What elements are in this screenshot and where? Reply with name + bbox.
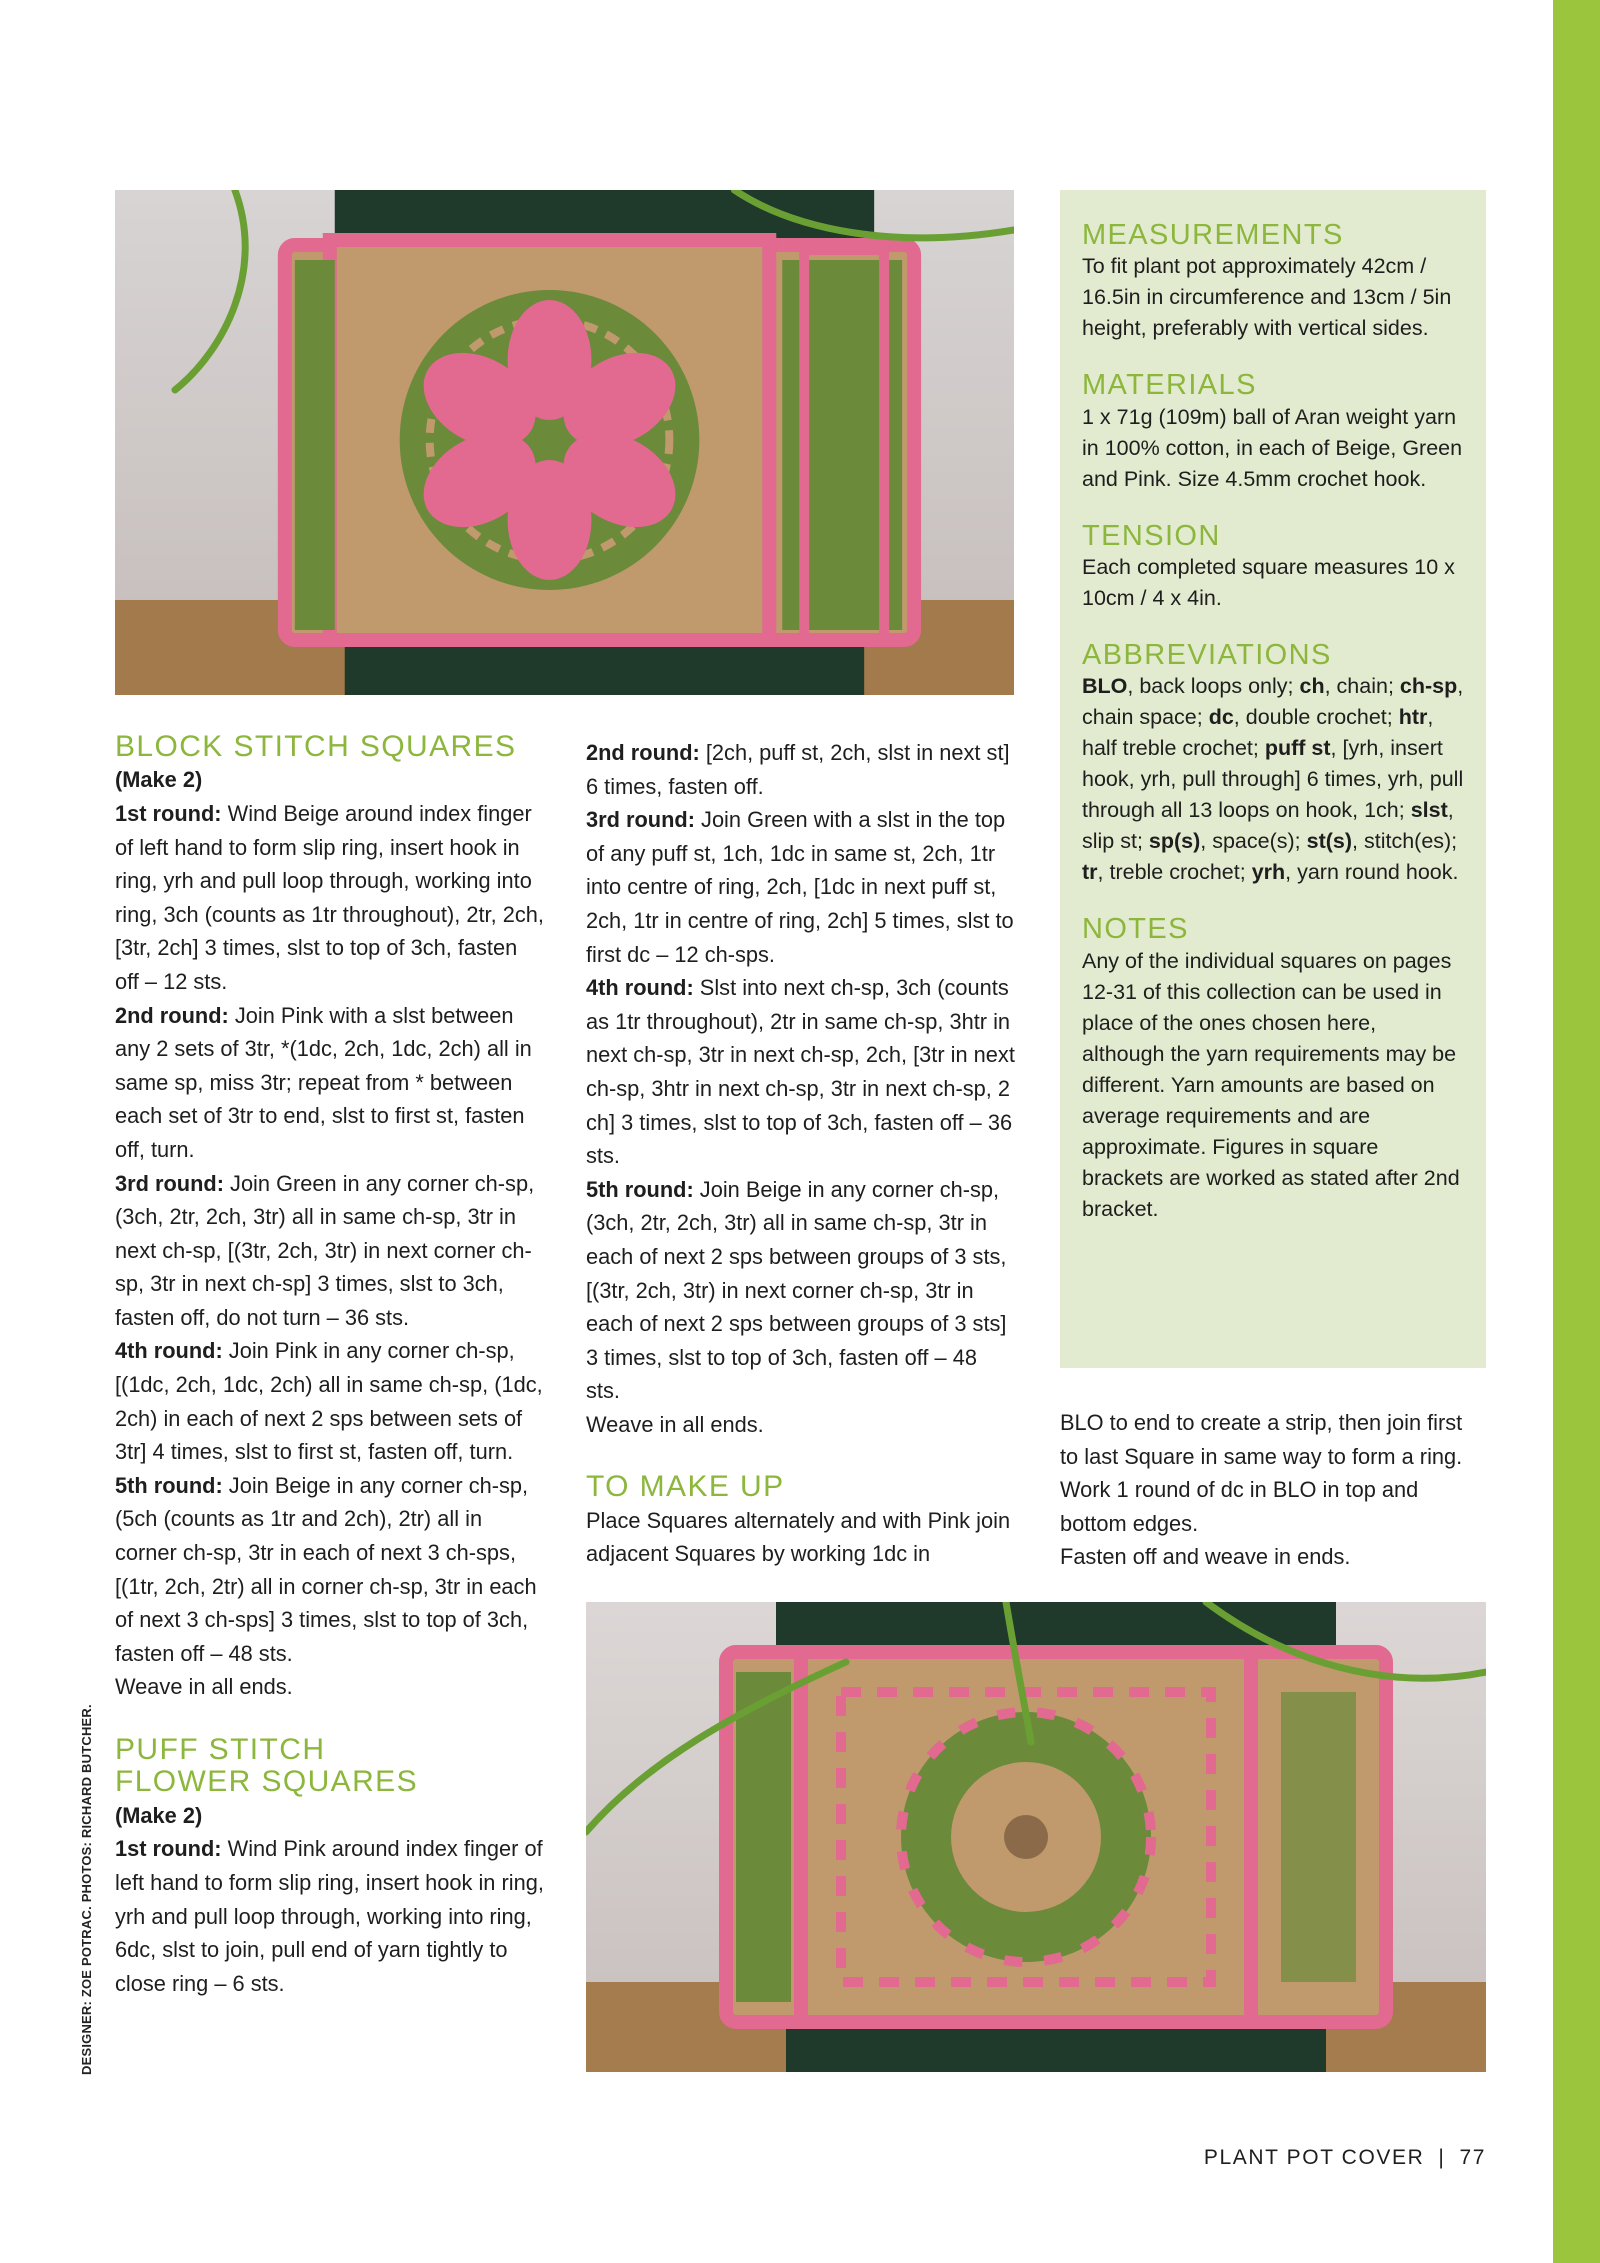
round-text: Wind Beige around index finger of left hand to form slip ring, insert hook in ring, yrh and pull loop through, working into ring, 3ch (counts as 1tr throughout), 2tr, 2ch, [3tr, 2ch] 3 times, slst to top of 3ch, fasten off – 12 sts. bbox=[115, 800, 544, 994]
puff-round-2 bbox=[586, 736, 1016, 803]
round-text: Join Green with a slst in the top of any puff st, 1ch, 1dc in same st, 2ch, 1tr into centre of ring, 2ch, [1dc in next puff st, 2ch, 1tr in centre of ring, 2ch] 5 times, slst to first dc – 12 ch-sps. bbox=[586, 807, 1014, 967]
puff-title-line2: FLOWER SQUARES bbox=[115, 1765, 418, 1799]
materials-title: MATERIALS bbox=[1082, 369, 1257, 402]
puff-title-line1: PUFF STITCH bbox=[115, 1733, 326, 1767]
photo-block-stitch-cover bbox=[586, 1602, 1486, 2072]
tension-text: Each completed square measures 10 x 10cm / 4 x 4in. bbox=[1082, 554, 1455, 610]
round-label: 1st round: bbox=[115, 800, 222, 826]
abbr-meaning: , slip st; bbox=[1082, 798, 1454, 854]
abbr-term: BLO bbox=[1082, 674, 1128, 699]
abbr-meaning: , [yrh, insert hook, yrh, pull through] 6 times, yrh, pull through all 13 loops on hook, 1ch; bbox=[1082, 736, 1464, 823]
abbr-term: slst bbox=[1410, 798, 1448, 823]
round-label: 3rd round: bbox=[115, 1170, 224, 1196]
block-weave: Weave in all ends. bbox=[115, 1674, 293, 1700]
abbr-meaning: , back loops only; bbox=[1127, 674, 1300, 699]
abbr-term: puff st bbox=[1264, 736, 1331, 761]
block-round-4 bbox=[115, 1334, 545, 1468]
abbr-term: sp(s) bbox=[1148, 829, 1201, 854]
puff-round-3 bbox=[586, 803, 1016, 971]
round-label: 4th round: bbox=[586, 975, 694, 1001]
round-text: Join Beige in any corner ch-sp, (5ch (counts as 1tr and 2ch), 2tr) all in corner ch-sp, 3tr in each of next 3 ch-sps, [(1tr, 2ch, 2tr) all in corner ch-sp, 3tr in each of next 3 ch-sps] 3 times, slst to top of 3ch, fasten off – 48 sts. bbox=[115, 1472, 537, 1666]
round-label: 5th round: bbox=[115, 1472, 223, 1498]
info-sidebar bbox=[1060, 190, 1486, 1368]
round-text: Join Beige in any corner ch-sp, (3ch, 2tr, 2ch, 3tr) all in same ch-sp, 3tr in each of next 2 sps between groups of 3 sts, [(3tr, 2ch, 3tr) in next corner ch-sp, 3tr in each of next 2 sps between groups of 3 sts] 3 times, slst to top of 3ch, fasten off – 48 sts. bbox=[586, 1176, 1007, 1404]
abbreviations-text bbox=[1082, 671, 1464, 888]
column-left bbox=[115, 731, 545, 2000]
notes-title: NOTES bbox=[1082, 913, 1189, 946]
round-text: Join Pink in any corner ch-sp, [(1dc, 2ch, 1dc, 2ch) all in same ch-sp, (1dc, 2ch) in each of next 2 sps between sets of 3tr] 4 times, slst to first st, fasten off, turn. bbox=[115, 1338, 543, 1465]
abbr-meaning: , space(s); bbox=[1200, 829, 1307, 854]
abbr-term: tr bbox=[1082, 860, 1098, 885]
abbr-term: htr bbox=[1398, 705, 1428, 730]
materials-text: 1 x 71g (109m) ball of Aran weight yarn in 100% cotton, in each of Beige, Green and Pink. Size 4.5mm crochet hook. bbox=[1082, 404, 1463, 491]
round-text: Wind Pink around index finger of left hand to form slip ring, insert hook in ring, yrh and pull loop through, working into ring, 6dc, slst to join, pull end of yarn tightly to close ring – 6 sts. bbox=[115, 1836, 544, 1996]
page-edge-bar bbox=[1553, 0, 1600, 2263]
make-up-title: TO MAKE UP bbox=[586, 1470, 785, 1504]
page-footer bbox=[1204, 2146, 1486, 2170]
round-text: [2ch, puff st, 2ch, slst in next st] 6 times, fasten off. bbox=[586, 740, 1010, 799]
tension-section bbox=[1082, 521, 1464, 614]
photo-credit: DESIGNER: ZOE POTRAC. PHOTOS: RICHARD BUTCHER. bbox=[79, 1704, 94, 2075]
make-up-text-3: Fasten off and weave in ends. bbox=[1060, 1544, 1351, 1570]
abbr-term: yrh bbox=[1251, 860, 1286, 885]
abbr-term: ch-sp bbox=[1399, 674, 1458, 699]
puff-round-4 bbox=[586, 971, 1016, 1173]
footer-title: PLANT POT COVER bbox=[1203, 2146, 1425, 2169]
puff-weave: Weave in all ends. bbox=[586, 1411, 764, 1437]
round-text: Join Green in any corner ch-sp, (3ch, 2tr, 2ch, 3tr) all in same ch-sp, 3tr in next ch-sp, [(3tr, 2ch, 3tr) in next corner ch-sp, 3tr in next ch-sp] 3 times, slst to 3ch, fasten off, do not turn – 36 sts. bbox=[115, 1170, 535, 1330]
column-right bbox=[1060, 1406, 1486, 1574]
abbr-meaning: , chain; bbox=[1324, 674, 1400, 699]
round-text: Slst into next ch-sp, 3ch (counts as 1tr throughout), 2tr in same ch-sp, 3htr in next ch-sp, 3tr in next ch-sp, 2ch, [3tr in next ch-sp, 3htr in next ch-sp, 3tr in next ch-sp, 2 ch] 3 times, slst to top of 3ch, fasten off – 36 sts. bbox=[586, 975, 1015, 1169]
round-label: 3rd round: bbox=[586, 807, 695, 833]
round-label: 2nd round: bbox=[115, 1002, 229, 1028]
abbr-meaning: , double crochet; bbox=[1233, 705, 1399, 730]
abbr-meaning: , stitch(es); bbox=[1352, 829, 1458, 854]
block-round-3 bbox=[115, 1167, 545, 1335]
measurements-text: To fit plant pot approximately 42cm / 16.5in in circumference and 13cm / 5in height, preferably with vertical sides. bbox=[1082, 254, 1452, 341]
tension-title: TENSION bbox=[1082, 519, 1221, 552]
round-label: 2nd round: bbox=[586, 740, 700, 765]
puff-stitch-title bbox=[115, 1734, 545, 1799]
measurements-title: MEASUREMENTS bbox=[1082, 219, 1344, 251]
abbr-meaning: , chain space; bbox=[1082, 674, 1464, 730]
round-label: 4th round: bbox=[115, 1338, 223, 1364]
block-round-5 bbox=[115, 1469, 545, 1671]
abbr-term: dc bbox=[1208, 705, 1234, 730]
block-round-1 bbox=[115, 797, 545, 999]
make-up-text-2: BLO to end to create a strip, then join first to last Square in same way to form a ring. Work 1 round of dc in BLO in top and bottom edges. bbox=[1060, 1410, 1463, 1536]
round-label: 1st round: bbox=[115, 1836, 222, 1862]
column-middle bbox=[586, 736, 1016, 1571]
puff-round-5 bbox=[586, 1173, 1016, 1408]
abbreviations-title: ABBREVIATIONS bbox=[1082, 638, 1332, 671]
abbr-term: st(s) bbox=[1306, 829, 1353, 854]
make-up-text-1: Place Squares alternately and with Pink join adjacent Squares by working 1dc in bbox=[586, 1507, 1011, 1567]
photo-puff-flower-cover bbox=[115, 190, 1014, 695]
round-text: Join Pink with a slst between any 2 sets of 3tr, *(1dc, 2ch, 1dc, 2ch) all in same sp, miss 3tr; repeat from * between each set of 3tr to end, slst to first st, fasten off, turn. bbox=[115, 1002, 532, 1162]
abbr-term: ch bbox=[1299, 674, 1325, 699]
materials-section bbox=[1082, 370, 1464, 494]
footer-separator: | bbox=[1438, 2146, 1446, 2169]
puff-round-1 bbox=[115, 1832, 545, 2000]
abbreviations-section bbox=[1082, 640, 1464, 888]
abbr-meaning: , treble crochet; bbox=[1097, 860, 1252, 885]
notes-text: Any of the individual squares on pages 12-31 of this collection can be used in place of the ones chosen here, although the yarn requirements may be different. Yarn amounts are based on average requirements and are approximate. Figures in square brackets are worked as stated after 2nd bracket. bbox=[1082, 948, 1460, 1221]
block-round-2 bbox=[115, 999, 545, 1167]
abbr-meaning: , yarn round hook. bbox=[1285, 860, 1459, 885]
round-label: 5th round: bbox=[586, 1176, 694, 1202]
block-stitch-make: (Make 2) bbox=[115, 767, 203, 793]
measurements-section bbox=[1082, 220, 1464, 344]
notes-section bbox=[1082, 914, 1464, 1224]
puff-stitch-make: (Make 2) bbox=[115, 1802, 203, 1828]
abbr-meaning: , half treble crochet; bbox=[1082, 705, 1434, 761]
block-stitch-title: BLOCK STITCH SQUARES bbox=[115, 730, 517, 763]
page-number: 77 bbox=[1459, 2146, 1486, 2169]
